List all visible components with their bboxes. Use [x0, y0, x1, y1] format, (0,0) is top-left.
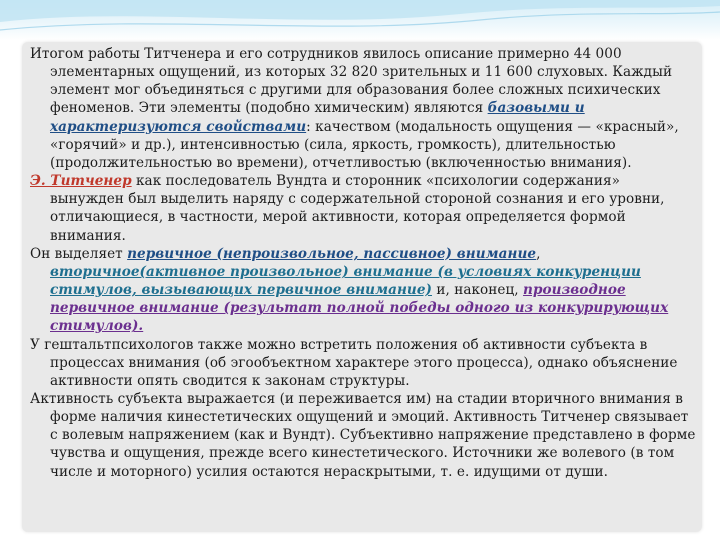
- text-run: как последователь Вундта и сторонник «психологии содержания» вынужден был выделить наряду с содержательной стороной сознания и его уровни, отличающиеся, в частности, мерой активности, которая определяется формой внимания.: [50, 173, 665, 244]
- highlighted-term: вторичное(активное произвольное) внимание (в условиях конкуренции стимулов, вызывающих первичное внимание): [50, 263, 641, 299]
- text-run: ,: [536, 245, 541, 262]
- paragraph-titchener-wundt: [26, 172, 696, 245]
- highlighted-term: базовыми и характеризуются свойствами: [50, 100, 585, 135]
- text-run: и, наконец,: [432, 282, 524, 299]
- text-run: Он выделяет: [30, 245, 128, 262]
- highlighted-term: производное первичное внимание (результат полной победы одного из конкурирующих стимулов).: [50, 282, 669, 335]
- decorative-wave: [0, 0, 720, 40]
- text-run: У гештальтпсихологов также можно встретить положения об активности субъекта в процессах внимания (об эгообъектном характере этого процесса), однако объяснение активности опять сводится к законам структуры.: [30, 336, 678, 389]
- text-run: Итогом работы Титченера и его сотрудников явилось описание примерно 44 000 элементарных ощущений, из которых 32 820 зрительных и 11 600 слуховых. Каждый элемент мог объединяться с другими для образования более сложных психических феноменов. Эти элементы (подобно химическим) являются: [30, 46, 673, 117]
- paragraph-attention-types: [26, 245, 696, 336]
- text-panel: [22, 42, 702, 532]
- highlighted-term: первичное (непроизвольное, пассивное) внимание: [127, 245, 537, 262]
- text-run: Активность субъекта выражается (и переживается им) на стадии вторичного внимания в форме наличия кинестетических ощущений и эмоций. Активность Титченер связывает с волевым напряжением (как и Вундт). Субъективно напряжение представлено в форме чувства и ощущения, прежде всего кинестетического. Источники же волевого (в том числе и моторного) усилия остаются нераскрытыми, т. е. идущими от души.: [30, 390, 696, 480]
- text-run: : качеством (модальность ощущения — «красный», «горячий» и др.), интенсивностью (сила, яркость, громкость), длительностью (продолжительностью во времени), отчетливостью (включенностью внимания).: [50, 118, 679, 171]
- paragraph-titchener-elements: [26, 45, 696, 172]
- paragraph-gestalt: [26, 336, 696, 390]
- paragraph-subject-activity: [26, 390, 696, 481]
- highlighted-term: Э. Титченер: [30, 173, 132, 190]
